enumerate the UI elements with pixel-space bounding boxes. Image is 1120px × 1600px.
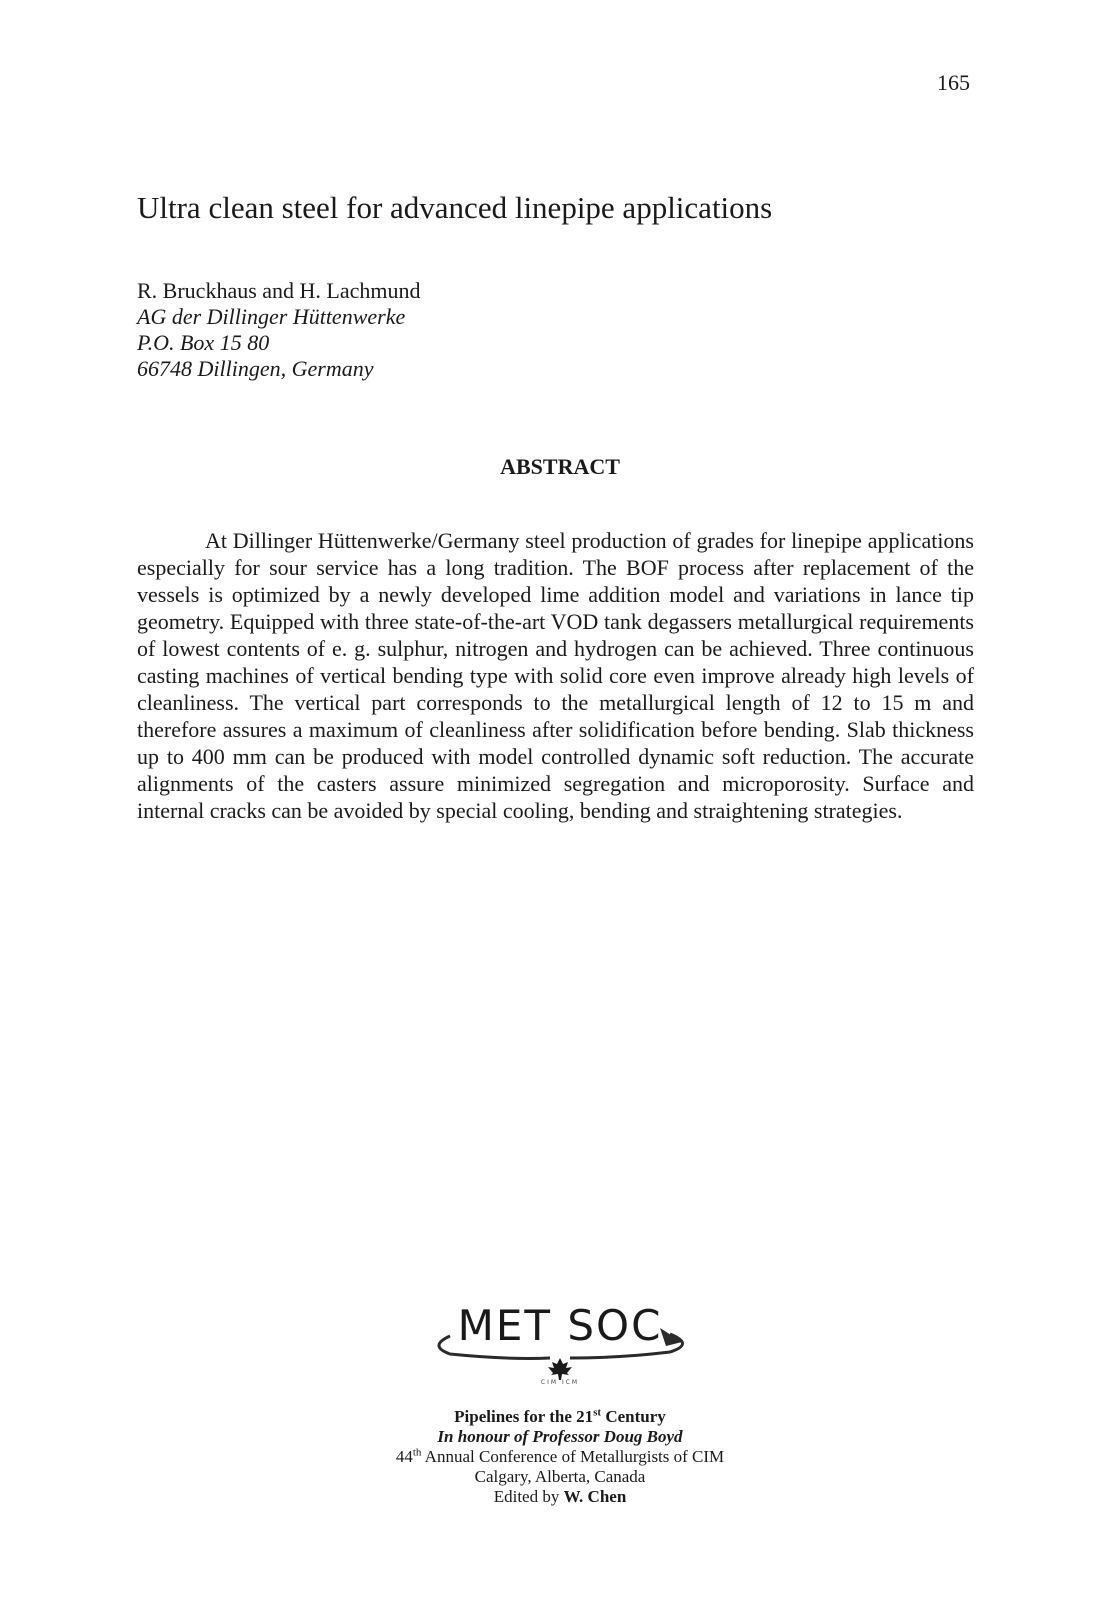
footer-line-proceedings: Pipelines for the 21st Century <box>454 1406 666 1426</box>
footer-line-editor: Edited by W. Chen <box>493 1487 627 1506</box>
logo-subtext: CIM ICM <box>540 1379 580 1386</box>
footer-line-honour: In honour of Professor Doug Boyd <box>437 1427 683 1446</box>
affiliation-line: 66748 Dillingen, Germany <box>137 356 374 381</box>
conference-footer <box>0 1407 1120 1507</box>
page-number: 165 <box>937 70 970 95</box>
affiliation-line: AG der Dillinger Hüttenwerke <box>137 304 406 329</box>
metsoc-logo <box>420 1296 700 1386</box>
maple-leaf-icon <box>548 1358 572 1380</box>
footer-line-location: Calgary, Alberta, Canada <box>474 1467 646 1486</box>
author-names: R. Bruckhaus and H. Lachmund <box>137 278 421 303</box>
author-block <box>137 278 421 382</box>
paper-title: Ultra clean steel for advanced linepipe applications <box>137 190 773 225</box>
abstract-body: At Dillinger Hüttenwerke/Germany steel production of grades for linepipe applications especially for sour service has a long tradition. The BOF process after replacement of the vessels is optimized by a newly developed lime addition model and variations in lance tip geometry. Equipped with three state-of-the-art VOD tank degassers metallurgical requirements of lowest contents of e. g. sulphur, nitrogen and hydrogen can be achieved. Three continuous casting machines of vertical bending type with solid core even improve already high levels of cleanliness. The vertical part corresponds to the metallurgical length of 12 to 15 m and therefore assures a maximum of cleanliness after solidification before bending. Slab thickness up to 400 mm can be produced with model controlled dynamic soft reduction. The accurate alignments of the casters assure minimized segregation and microporosity. Surface and internal cracks can be avoided by special cooling, bending and straightening strategies. <box>137 528 974 823</box>
affiliation-line: P.O. Box 15 80 <box>137 330 270 355</box>
abstract-heading: ABSTRACT <box>500 454 620 479</box>
logo-text: MET SOC <box>457 1301 663 1350</box>
footer-line-conference: 44th Annual Conference of Metallurgists of CIM <box>395 1446 725 1466</box>
